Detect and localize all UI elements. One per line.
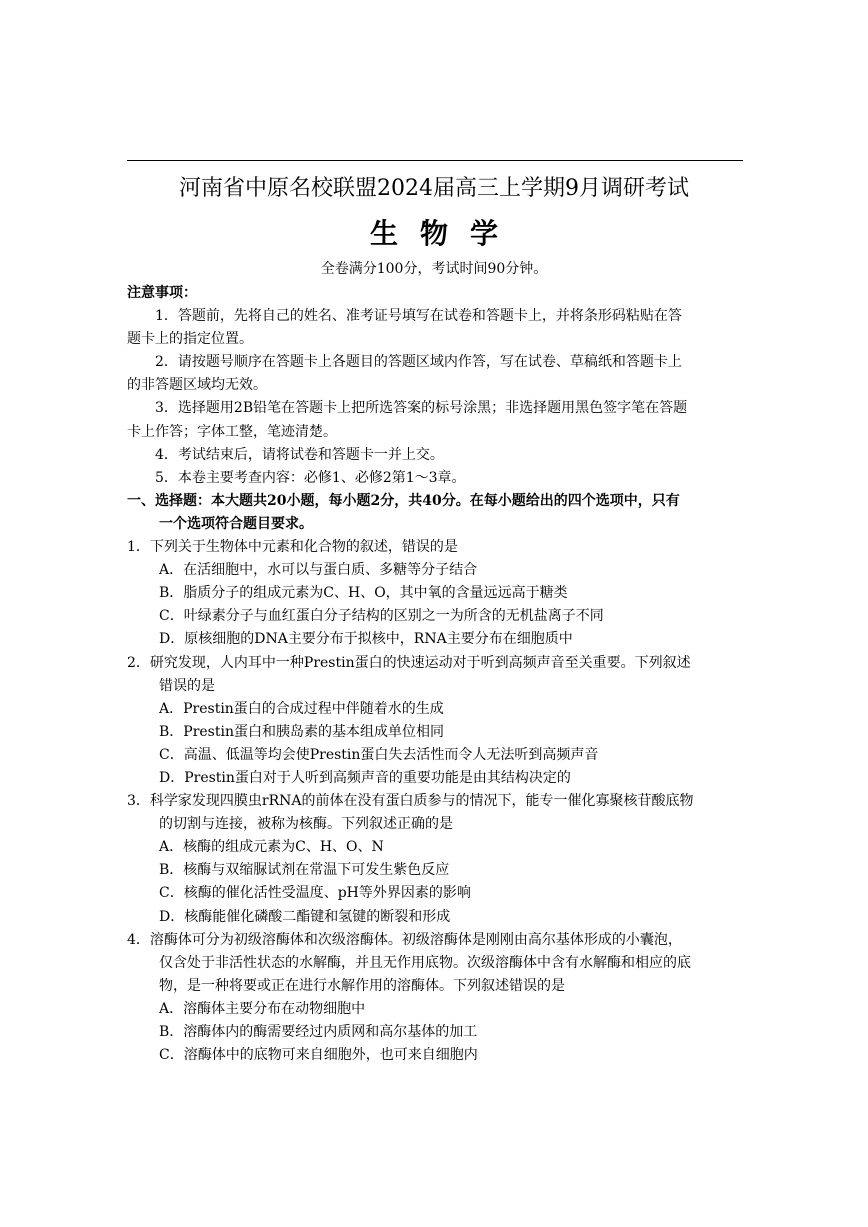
notice-line: 3．选择题用2B铅笔在答题卡上把所选答案的标号涂黑；非选择题用黑色签字笔在答题: [155, 400, 688, 417]
question-stem: 2．研究发现，人内耳中一种Prestin蛋白的快速运动对于听到高频声音至关重要。下列叙述: [127, 654, 691, 671]
question-option: A．Prestin蛋白的合成过程中伴随着水的生成: [159, 700, 444, 717]
question-option: C．核酶的催化活性受温度、pH等外界因素的影响: [159, 885, 471, 902]
question-stem-cont: 物，是一种将要或正在进行水解作用的溶酶体。下列叙述错误的是: [159, 977, 565, 994]
section-heading: 一、选择题：本大题共20小题，每小题2分，共40分。在每小题给出的四个选项中，只有: [127, 492, 680, 509]
header-rule: [127, 160, 743, 161]
question-option: B．脂质分子的组成元素为C、H、O，其中氧的含量远远高于糖类: [159, 585, 568, 602]
notice-line: 的非答题区域均无效。: [127, 377, 267, 394]
question-stem: 1．下列关于生物体中元素和化合物的叙述，错误的是: [127, 539, 458, 556]
question-option: D．核酶能催化磷酸二酯键和氢键的断裂和形成: [159, 908, 451, 925]
exam-body: [127, 282, 743, 1067]
notice-line: 2．请按题号顺序在答题卡上各题目的答题区域内作答，写在试卷、草稿纸和答题卡上: [155, 354, 682, 371]
notice-line: 1．答题前，先将自己的姓名、准考证号填写在试卷和答题卡上，并将条形码粘贴在答: [155, 308, 682, 325]
question-option: D．Prestin蛋白对于人听到高频声音的重要功能是由其结构决定的: [159, 769, 571, 786]
question-option: A．在活细胞中，水可以与蛋白质、多糖等分子结合: [159, 562, 478, 579]
question-stem: 3．科学家发现四膜虫rRNA的前体在没有蛋白质参与的情况下，能专一催化寡聚核苷酸底物: [127, 793, 694, 810]
section-heading-cont: 一个选项符合题目要求。: [159, 515, 313, 532]
question-stem: 4．溶酶体可分为初级溶酶体和次级溶酶体。初级溶酶体是刚刚由高尔基体形成的小囊泡，: [127, 931, 682, 948]
notice-line: 题卡上的指定位置。: [127, 331, 253, 348]
question-option: C．溶酶体中的底物可来自细胞外，也可来自细胞内: [159, 1047, 478, 1064]
question-stem-cont: 错误的是: [159, 677, 215, 694]
question-option: B．Prestin蛋白和胰岛素的基本组成单位相同: [159, 723, 444, 740]
question-option: A．核酶的组成元素为C、H、O、N: [159, 839, 384, 856]
question-stem-cont: 的切割与连接，被称为核酶。下列叙述正确的是: [159, 816, 453, 833]
notice-line: 4．考试结束后，请将试卷和答题卡一并上交。: [155, 446, 444, 463]
notice-line: 5．本卷主要考查内容：必修1、必修2第1～3章。: [155, 469, 466, 486]
question-option: C．叶绿素分子与血红蛋白分子结构的区别之一为所含的无机盐离子不同: [159, 608, 604, 625]
question-stem-cont: 仅含处于非活性状态的水解酶，并且无作用底物。次级溶酶体中含有水解酶和相应的底: [159, 954, 691, 971]
question-option: A．溶酶体主要分布在动物细胞中: [159, 1000, 366, 1017]
question-option: D．原核细胞的DNA主要分布于拟核中，RNA主要分布在细胞质中: [159, 631, 573, 648]
notice-heading: 注意事项：: [127, 285, 197, 301]
question-option: B．核酶与双缩脲试剂在常温下可发生紫色反应: [159, 862, 450, 879]
question-option: C．高温、低温等均会使Prestin蛋白失去活性而令人无法听到高频声音: [159, 746, 599, 763]
notice-line: 卡上作答；字体工整，笔迹清楚。: [127, 423, 337, 440]
exam-title: 河南省中原名校联盟2024届高三上学期9月调研考试: [179, 176, 689, 201]
question-option: B．溶酶体内的酶需要经过内质网和高尔基体的加工: [159, 1024, 478, 1040]
score-info: 全卷满分100分，考试时间90分钟。: [320, 261, 548, 277]
subject-title: 生物学: [369, 217, 520, 250]
